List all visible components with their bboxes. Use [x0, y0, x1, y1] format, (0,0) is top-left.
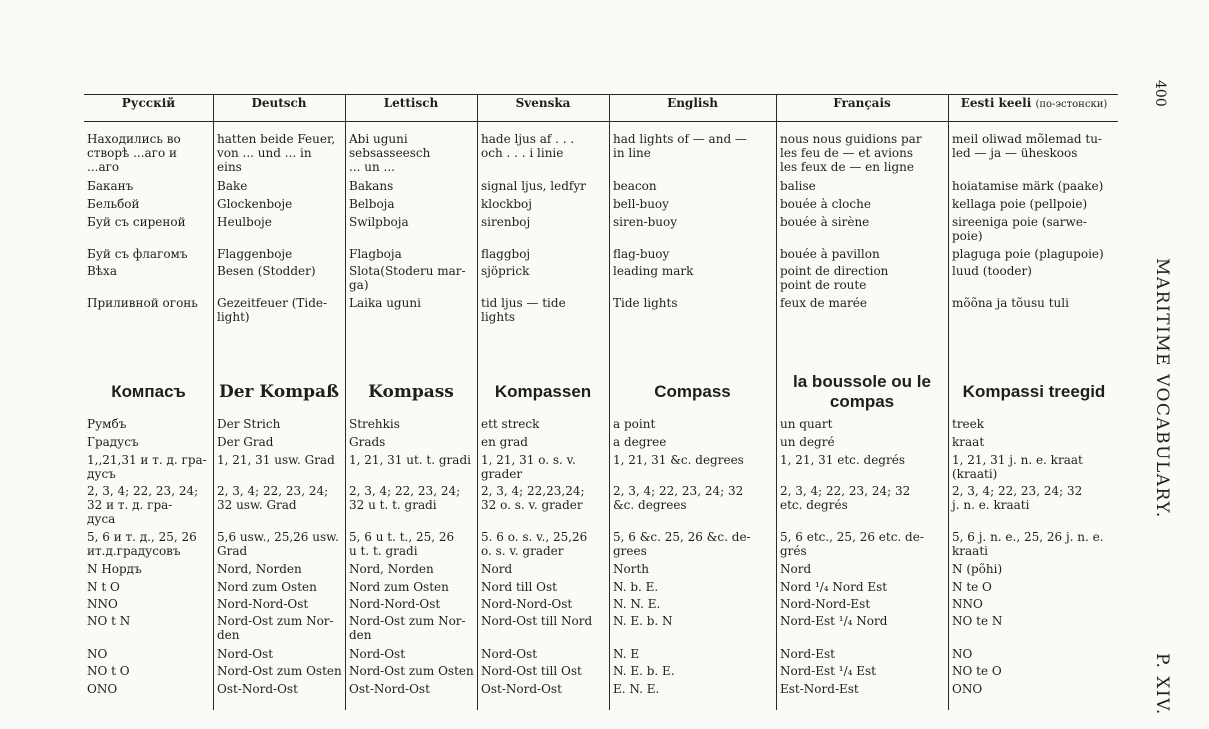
page-number: 400 — [1152, 80, 1168, 107]
cell-rows_top-r3-c1: Heulboje — [217, 215, 272, 229]
cell-rows_bottom-r11-c1: Ost-Nord-Ost — [217, 682, 298, 696]
cell-rows_bottom-r9-c1: Nord-Ost — [217, 647, 274, 661]
cell-rows_bottom-r11-c4: E. N. E. — [613, 682, 660, 696]
cell-rows_bottom-r4-c5: 5, 6 etc., 25, 26 etc. de- grés — [780, 530, 924, 558]
cell-rows_bottom-r2-c5: 1, 21, 31 etc. degrés — [780, 453, 905, 467]
cell-rows_top-r2-c4: bell-buoy — [613, 197, 669, 211]
cell-rows_top-r5-c3: sjöprick — [481, 264, 530, 278]
cell-rows_top-r6-c6: mõõna ja tõusu tuli — [952, 296, 1069, 310]
cell-rows_top-r6-c2: Laika uguni — [349, 296, 421, 310]
cell-rows_bottom-r8-c6: NO te N — [952, 614, 1003, 628]
cell-rows_top-r0-c0: Находились во створѣ ...аго и ...аго — [87, 132, 181, 174]
header-german: Deutsch — [251, 96, 307, 110]
cell-rows_top-r3-c3: sirenboj — [481, 215, 531, 229]
cell-rows_top-r0-c4: had lights of — and — in line — [613, 132, 747, 160]
cell-rows_bottom-r2-c4: 1, 21, 31 &c. degrees — [613, 453, 744, 467]
cell-rows_bottom-r2-c2: 1, 21, 31 ut. t. gradi — [349, 453, 471, 467]
cell-rows_bottom-r6-c3: Nord till Ost — [481, 580, 557, 594]
cell-rows_bottom-r3-c0: 2, 3, 4; 22, 23, 24; 32 и т. д. гра- дуса — [87, 484, 199, 526]
cell-rows_bottom-r5-c3: Nord — [481, 562, 513, 576]
cell-rows_bottom-r6-c5: Nord ¹/₄ Nord Est — [780, 580, 888, 594]
cell-rows_bottom-r3-c5: 2, 3, 4; 22, 23, 24; 32 etc. degrés — [780, 484, 911, 512]
cell-rows_top-r4-c5: bouée à pavillon — [780, 247, 880, 261]
cell-rows_bottom-r4-c6: 5, 6 j. n. e., 25, 26 j. n. e. kraati — [952, 530, 1104, 558]
cell-rows_top-r4-c1: Flaggenboje — [217, 247, 293, 261]
cell-rows_bottom-r10-c1: Nord-Ost zum Osten — [217, 664, 342, 678]
cell-rows_bottom-r5-c0: N Нордъ — [87, 562, 142, 576]
cell-rows_bottom-r0-c0: Румбъ — [87, 417, 127, 431]
cell-rows_top-r1-c2: Bakans — [349, 179, 394, 193]
cell-rows_bottom-r5-c5: Nord — [780, 562, 812, 576]
cell-rows_top-r1-c3: signal ljus, ledfyr — [481, 179, 586, 193]
cell-rows_bottom-r7-c1: Nord-Nord-Ost — [217, 597, 309, 611]
cell-rows_top-r3-c2: Swilpboja — [349, 215, 409, 229]
cell-rows_top-r3-c5: bouée à sirène — [780, 215, 870, 229]
header-estonian — [948, 96, 1120, 116]
cell-rows_bottom-r5-c4: North — [613, 562, 650, 576]
cell-rows_bottom-r3-c6: 2, 3, 4; 22, 23, 24; 32 j. n. e. kraati — [952, 484, 1083, 512]
column-divider — [477, 94, 478, 710]
cell-rows_bottom-r4-c0: 5, 6 и т. д., 25, 26 ит.д.градусовъ — [87, 530, 197, 558]
cell-rows_top-r1-c1: Bake — [217, 179, 248, 193]
cell-rows_top-r2-c3: klockboj — [481, 197, 532, 211]
cell-rows_bottom-r1-c4: a degree — [613, 435, 667, 449]
cell-rows_bottom-r0-c4: a point — [613, 417, 656, 431]
header-estonian-note: (по-эстонски) — [1035, 99, 1108, 110]
cell-rows_top-r6-c4: Tide lights — [613, 296, 678, 310]
cell-rows_bottom-r8-c1: Nord-Ost zum Nor- den — [217, 614, 334, 642]
cell-rows_bottom-r10-c2: Nord-Ost zum Osten — [349, 664, 474, 678]
cell-rows_bottom-r2-c6: 1, 21, 31 j. n. e. kraat (kraati) — [952, 453, 1083, 481]
header-french: Français — [833, 96, 891, 110]
cell-rows_top-r3-c6: sireeniga poie (sarwe- poie) — [952, 215, 1087, 243]
cell-rows_top-r2-c1: Glockenboje — [217, 197, 293, 211]
cell-rows_bottom-r7-c2: Nord-Nord-Ost — [349, 597, 441, 611]
cell-rows_bottom-r10-c3: Nord-Ost till Ost — [481, 664, 582, 678]
cell-rows_bottom-r4-c3: 5. 6 o. s. v., 25,26 o. s. v. grader — [481, 530, 588, 558]
column-divider — [948, 94, 949, 710]
cell-rows_bottom-r10-c0: NO t O — [87, 664, 130, 678]
cell-rows_top-r5-c1: Besen (Stodder) — [217, 264, 316, 278]
running-title: MARITIME VOCABULARY. — [1152, 258, 1172, 519]
cell-rows_bottom-r1-c6: kraat — [952, 435, 985, 449]
cell-rows_bottom-r8-c2: Nord-Ost zum Nor- den — [349, 614, 466, 642]
cell-rows_bottom-r1-c2: Grads — [349, 435, 386, 449]
cell-rows_top-r4-c2: Flagboja — [349, 247, 402, 261]
cell-rows_bottom-r8-c3: Nord-Ost till Nord — [481, 614, 593, 628]
cell-rows_top-r0-c5: nous nous guidions par les feu de — et avions les feux de — en ligne — [780, 132, 922, 174]
cell-rows_top-r5-c5: point de direction point de route — [780, 264, 889, 292]
cell-rows_bottom-r0-c2: Strehkis — [349, 417, 400, 431]
cell-rows_bottom-r7-c5: Nord-Nord-Est — [780, 597, 871, 611]
cell-rows_bottom-r10-c5: Nord-Est ¹/₄ Est — [780, 664, 876, 678]
cell-rows_bottom-r3-c3: 2, 3, 4; 22,23,24; 32 o. s. v. grader — [481, 484, 585, 512]
header-russian: Русскій — [121, 96, 176, 110]
header-latvian: Lettisch — [383, 96, 439, 110]
cell-rows_bottom-r0-c6: treek — [952, 417, 985, 431]
section-heading-swedish: Kompassen — [494, 382, 592, 401]
cell-rows_top-r0-c2: Abi uguni sebsasseesch ... un ... — [349, 132, 431, 174]
cell-rows_bottom-r5-c1: Nord, Norden — [217, 562, 302, 576]
cell-rows_top-r4-c3: flaggboj — [481, 247, 531, 261]
cell-rows_bottom-r5-c2: Nord, Norden — [349, 562, 434, 576]
header-estonian-label: Eesti keeli — [960, 96, 1032, 110]
cell-rows_bottom-r0-c5: un quart — [780, 417, 833, 431]
cell-rows_bottom-r9-c6: NO — [952, 647, 973, 661]
cell-rows_bottom-r9-c4: N. E — [613, 647, 640, 661]
cell-rows_bottom-r11-c3: Ost-Nord-Ost — [481, 682, 562, 696]
cell-rows_top-r3-c0: Буй съ сиреной — [87, 215, 186, 229]
cell-rows_bottom-r6-c6: N te O — [952, 580, 992, 594]
cell-rows_bottom-r4-c4: 5, 6 &c. 25, 26 &c. de- grees — [613, 530, 751, 558]
cell-rows_top-r2-c6: kellaga poie (pellpoie) — [952, 197, 1088, 211]
cell-rows_top-r0-c6: meil oliwad mõlemad tu- led — ja — üheskoos — [952, 132, 1102, 160]
column-divider — [345, 94, 346, 710]
section-heading-russian: Компасъ — [111, 382, 186, 401]
header-swedish: Svenska — [515, 96, 571, 110]
section-heading-estonian: Kompassi treegid — [962, 382, 1106, 401]
cell-rows_bottom-r9-c3: Nord-Ost — [481, 647, 538, 661]
cell-rows_bottom-r6-c4: N. b. E. — [613, 580, 659, 594]
cell-rows_bottom-r6-c1: Nord zum Osten — [217, 580, 317, 594]
cell-rows_bottom-r11-c2: Ost-Nord-Ost — [349, 682, 430, 696]
cell-rows_top-r5-c6: luud (tooder) — [952, 264, 1032, 278]
cell-rows_top-r0-c3: hade ljus af . . . och . . . i linie — [481, 132, 575, 160]
cell-rows_bottom-r7-c6: NNO — [952, 597, 983, 611]
header-english: English — [667, 96, 718, 110]
cell-rows_bottom-r10-c6: NO te O — [952, 664, 1002, 678]
cell-rows_top-r5-c2: Slota(Stoderu mar- ga) — [349, 264, 466, 292]
cell-rows_top-r6-c1: Gezeitfeuer (Tide- light) — [217, 296, 328, 324]
cell-rows_top-r1-c5: balise — [780, 179, 816, 193]
cell-rows_top-r5-c0: Вѣха — [87, 264, 117, 278]
column-divider — [609, 94, 610, 710]
cell-rows_top-r6-c5: feux de marée — [780, 296, 867, 310]
cell-rows_bottom-r1-c1: Der Grad — [217, 435, 274, 449]
cell-rows_bottom-r3-c2: 2, 3, 4; 22, 23, 24; 32 u t. t. gradi — [349, 484, 461, 512]
cell-rows_bottom-r11-c5: Est-Nord-Est — [780, 682, 859, 696]
cell-rows_bottom-r2-c0: 1,,21,31 и т. д. гра- дусъ — [87, 453, 207, 481]
cell-rows_bottom-r8-c0: NO t N — [87, 614, 131, 628]
cell-rows_bottom-r11-c6: ONO — [952, 682, 983, 696]
cell-rows_bottom-r7-c3: Nord-Nord-Ost — [481, 597, 573, 611]
cell-rows_bottom-r9-c5: Nord-Est — [780, 647, 835, 661]
column-divider — [213, 94, 214, 710]
cell-rows_top-r5-c4: leading mark — [613, 264, 694, 278]
cell-rows_bottom-r2-c1: 1, 21, 31 usw. Grad — [217, 453, 335, 467]
cell-rows_bottom-r1-c0: Градусъ — [87, 435, 139, 449]
cell-rows_bottom-r5-c6: N (põhi) — [952, 562, 1003, 576]
cell-rows_top-r1-c4: beacon — [613, 179, 657, 193]
header-rule-top — [84, 94, 1118, 95]
cell-rows_top-r4-c0: Буй съ флагомъ — [87, 247, 188, 261]
cell-rows_top-r3-c4: siren-buoy — [613, 215, 678, 229]
cell-rows_top-r1-c6: hoiatamise märk (paake) — [952, 179, 1104, 193]
cell-rows_bottom-r11-c0: ONO — [87, 682, 118, 696]
section-heading-german: Der Kompaß — [219, 382, 339, 402]
cell-rows_top-r2-c2: Belboja — [349, 197, 395, 211]
cell-rows_top-r0-c1: hatten beide Feuer, von ... und ... in eins — [217, 132, 336, 174]
cell-rows_top-r6-c3: tid ljus — tide lights — [481, 296, 566, 324]
header-rule-bottom — [84, 121, 1118, 122]
cell-rows_top-r2-c5: bouée à cloche — [780, 197, 871, 211]
cell-rows_bottom-r7-c4: N. N. E. — [613, 597, 661, 611]
cell-rows_bottom-r6-c2: Nord zum Osten — [349, 580, 449, 594]
cell-rows_top-r6-c0: Приливной огонь — [87, 296, 198, 310]
cell-rows_top-r1-c0: Баканъ — [87, 179, 134, 193]
section-heading-french: la boussole ou le compas — [793, 372, 931, 411]
cell-rows_bottom-r3-c1: 2, 3, 4; 22, 23, 24; 32 usw. Grad — [217, 484, 329, 512]
cell-rows_bottom-r6-c0: N t O — [87, 580, 120, 594]
cell-rows_bottom-r3-c4: 2, 3, 4; 22, 23, 24; 32 &c. degrees — [613, 484, 744, 512]
cell-rows_bottom-r4-c2: 5, 6 u t. t., 25, 26 u t. t. gradi — [349, 530, 455, 558]
cell-rows_top-r2-c0: Бельбой — [87, 197, 140, 211]
cell-rows_bottom-r1-c3: en grad — [481, 435, 528, 449]
cell-rows_bottom-r1-c5: un degré — [780, 435, 835, 449]
section-heading-english: Compass — [654, 382, 731, 401]
plate-label: P. XIV. — [1152, 653, 1172, 716]
cell-rows_bottom-r9-c2: Nord-Ost — [349, 647, 406, 661]
cell-rows_top-r4-c4: flag-buoy — [613, 247, 670, 261]
cell-rows_bottom-r0-c1: Der Strich — [217, 417, 281, 431]
cell-rows_bottom-r7-c0: NNO — [87, 597, 118, 611]
cell-rows_top-r4-c6: plaguga poie (plagupoie) — [952, 247, 1104, 261]
cell-rows_bottom-r8-c5: Nord-Est ¹/₄ Nord — [780, 614, 888, 628]
cell-rows_bottom-r8-c4: N. E. b. N — [613, 614, 673, 628]
cell-rows_bottom-r2-c3: 1, 21, 31 o. s. v. grader — [481, 453, 576, 481]
cell-rows_bottom-r9-c0: NO — [87, 647, 108, 661]
section-heading-latvian: Kompass — [368, 382, 454, 402]
cell-rows_bottom-r10-c4: N. E. b. E. — [613, 664, 675, 678]
cell-rows_bottom-r4-c1: 5,6 usw., 25,26 usw. Grad — [217, 530, 339, 558]
cell-rows_bottom-r0-c3: ett streck — [481, 417, 540, 431]
